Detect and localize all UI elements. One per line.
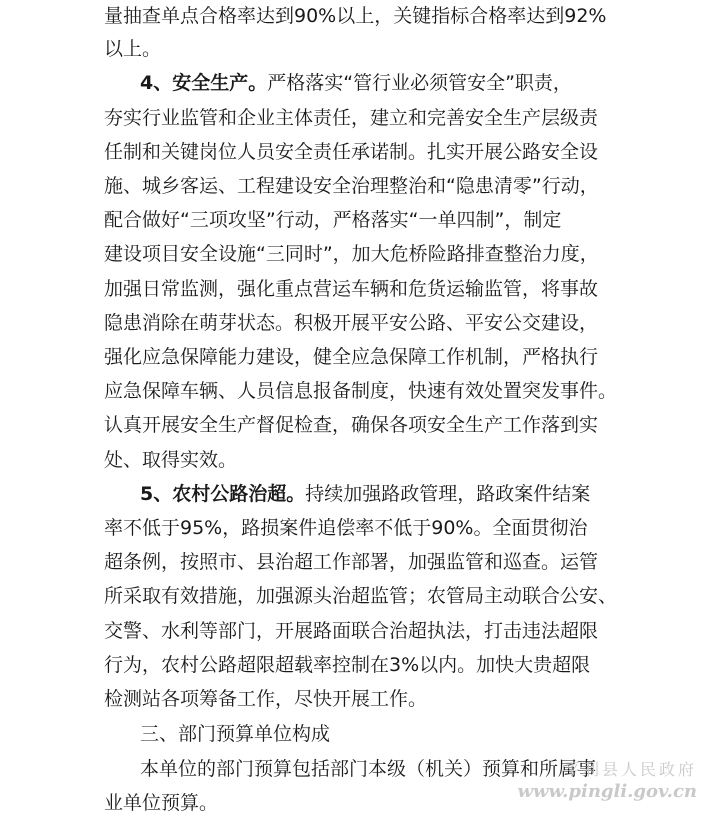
text-line: 本单位的部门预算包括部门本级（机关）预算和所属事 <box>140 758 597 780</box>
text-line: 建设项目安全设施“三同时”，加大危桥险路排查整治力度， <box>104 243 599 265</box>
text-line: 处、取得实效。 <box>104 449 238 471</box>
text-line: 严格落实“管行业必须管安全”职责， <box>267 72 572 94</box>
watermark <box>517 760 697 804</box>
text-line: 业单位预算。 <box>104 792 219 814</box>
text-line: 隐患消除在萌芽状态。积极开展平安公路、平安公交建设， <box>104 312 599 334</box>
text-line: 配合做好“三项攻坚”行动，严格落实“一单四制”，制定 <box>104 209 562 231</box>
text-line: 认真开展安全生产督促检查，确保各项安全生产工作落到实 <box>104 414 599 436</box>
text-line: 率不低于95%，路损案件追偿率不低于90%。全面贯彻治 <box>104 517 588 539</box>
text-line: 交警、水利等部门，开展路面联合治超执法，打击违法超限 <box>104 620 599 642</box>
text-line: 夯实行业监管和企业主体责任，建立和完善安全生产层级责 <box>104 107 599 129</box>
text-line: 行为，农村公路超限超载率控制在3%以内。加快大贵超限 <box>104 654 591 676</box>
text-line: 强化应急保障能力建设，健全应急保障工作机制，严格执行 <box>104 346 599 368</box>
section-heading-rural-roads: 5、农村公路治超。 <box>140 483 306 505</box>
text-line: 任制和关键岗位人员安全责任承诺制。扎实开展公路安全设 <box>104 141 599 163</box>
text-line: 持续加强路政管理，路政案件结案 <box>305 483 591 505</box>
text-line: 应急保障车辆、人员信息报备制度，快速有效处置突发事件。 <box>104 380 618 402</box>
text-line: 超条例，按照市、县治超工作部署，加强监管和巡查。运管 <box>104 551 599 573</box>
section-3-heading: 三、部门预算单位构成 <box>140 723 331 745</box>
section-heading-safety: 4、安全生产。 <box>140 72 268 94</box>
section-4-line <box>140 69 572 97</box>
watermark-url: www.pingli.gov.cn <box>517 781 697 802</box>
text-line: 量抽查单点合格率达到90%以上，关键指标合格率达到92% <box>104 5 607 27</box>
text-line: 检测站各项筹备工作，尽快开展工作。 <box>104 688 428 710</box>
section-5-line <box>140 480 590 508</box>
text-line: 所采取有效措施，加强源头治超监管；农管局主动联合公安、 <box>104 585 618 607</box>
text-line: 加强日常监测，强化重点营运车辆和危货运输监管，将事故 <box>104 278 599 300</box>
text-line: 施、城乡客运、工程建设安全治理整治和“隐患清零”行动， <box>104 175 599 197</box>
watermark-text: 平利县人民政府 <box>563 760 697 779</box>
text-line: 以上。 <box>104 38 162 60</box>
